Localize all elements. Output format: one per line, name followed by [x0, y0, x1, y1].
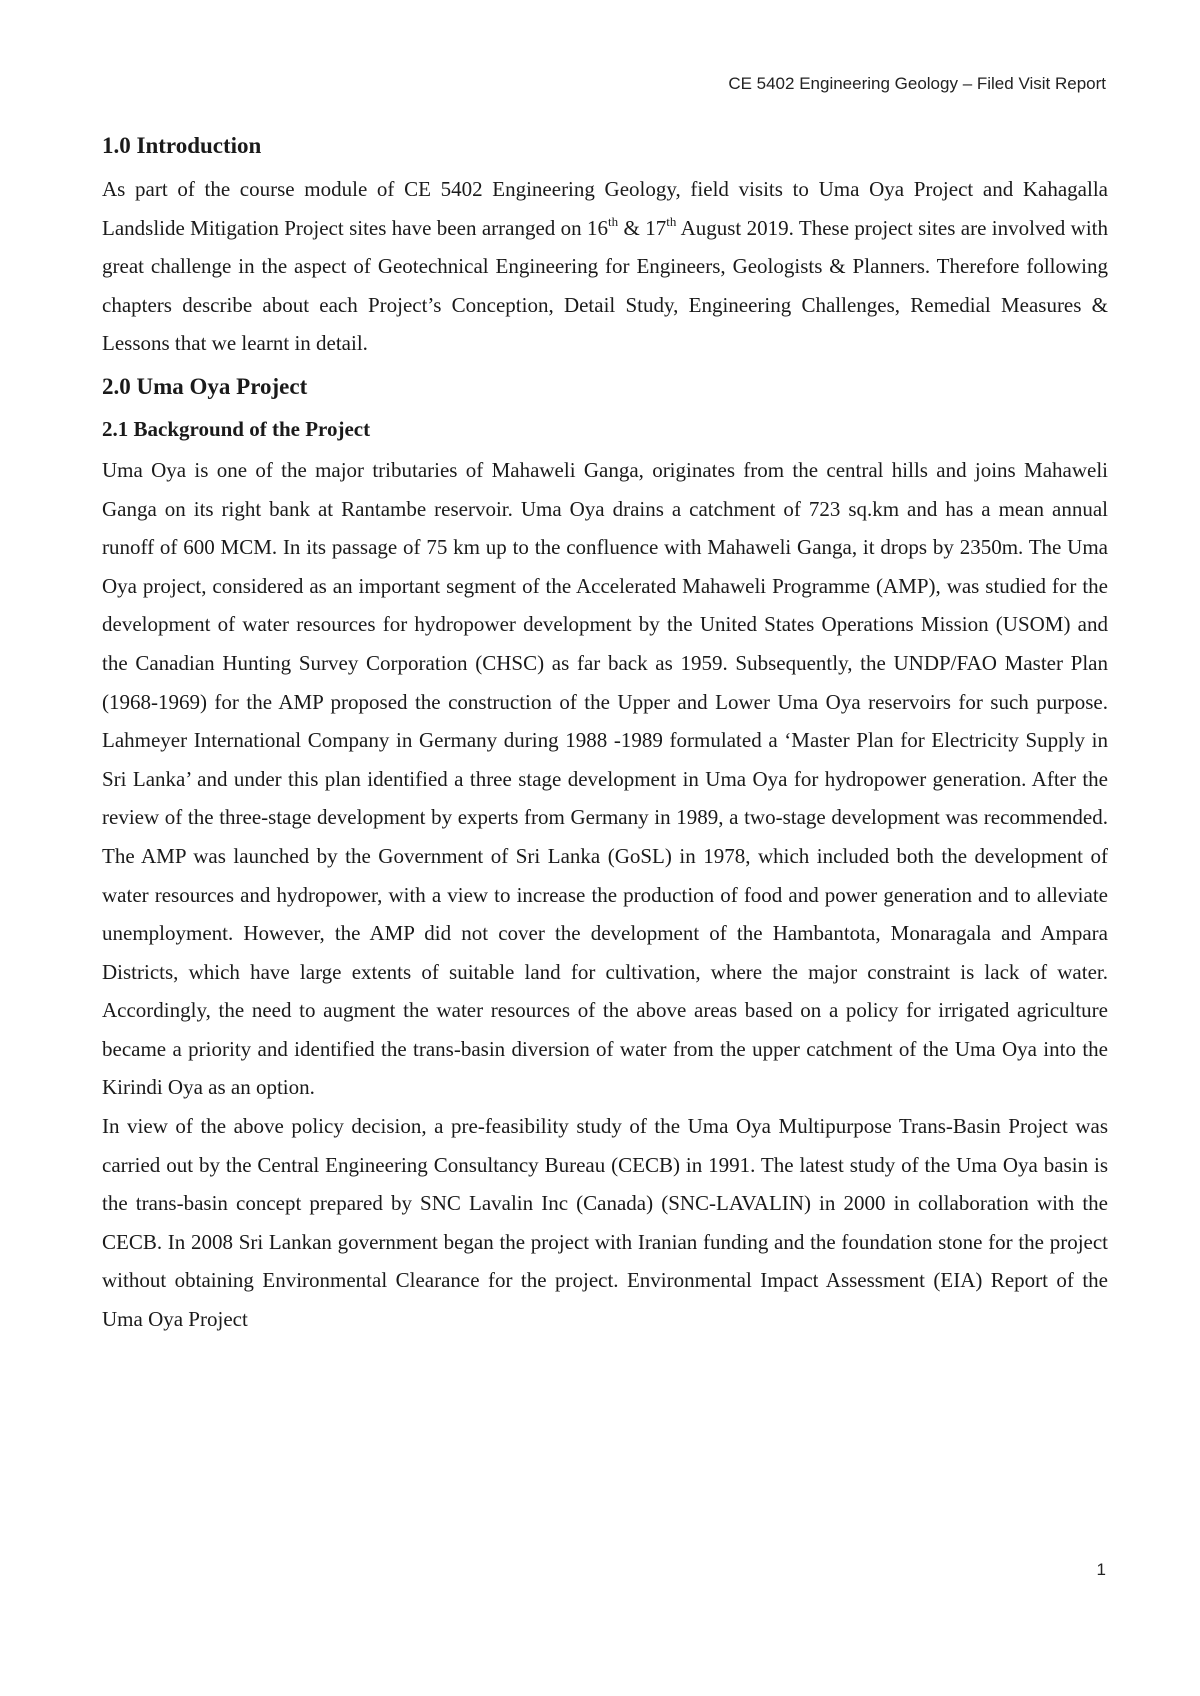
running-header: CE 5402 Engineering Geology – Filed Visit Report [728, 74, 1106, 93]
superscript-th-1: th [608, 213, 619, 229]
intro-text-part-1: As part of the course module of CE 5402 Engineering Geology, field visits to Uma Oya Project and Kahagalla Landslide Mitigation Project sites have been arranged on 16 [102, 177, 1108, 240]
page-body [102, 128, 1108, 1339]
paragraph-background-1: Uma Oya is one of the major tributaries of Mahaweli Ganga, originates from the central hills and joins Mahaweli Ganga on its right bank at Rantambe reservoir. Uma Oya drains a catchment of 723 sq.km and has a mean annual runoff of 600 MCM. In its passage of 75 km up to the confluence with Mahaweli Ganga, it drops by 2350m. The Uma Oya project, considered as an important segment of the Accelerated Mahaweli Programme (AMP), was studied for the development of water resources for hydropower development by the United States Operations Mission (USOM) and the Canadian Hunting Survey Corporation (CHSC) as far back as 1959. Subsequently, the UNDP/FAO Master Plan (1968-1969) for the AMP proposed the construction of the Upper and Lower Uma Oya reservoirs for such purpose. Lahmeyer International Company in Germany during 1988 -1989 formulated a ‘Master Plan for Electricity Supply in Sri Lanka’ and under this plan identified a three stage development in Uma Oya for hydropower generation. After the review of the three-stage development by experts from Germany in 1989, a two-stage development was recommended. The AMP was launched by the Government of Sri Lanka (GoSL) in 1978, which included both the development of water resources and hydropower, with a view to increase the production of food and power generation and to alleviate unemployment. However, the AMP did not cover the development of the Hambantota, Monaragala and Ampara Districts, which have large extents of suitable land for cultivation, where the major constraint is lack of water. Accordingly, the need to augment the water resources of the above areas based on a policy for irrigated agriculture became a priority and identified the trans-basin diversion of water from the upper catchment of the Uma Oya into the Kirindi Oya as an option. [102, 457, 1108, 1100]
heading-background: 2.1 Background of the Project [102, 416, 371, 441]
intro-text-part-2: & 17 [618, 215, 667, 240]
heading-introduction: 1.0 Introduction [102, 133, 262, 158]
heading-uma-oya-project: 2.0 Uma Oya Project [102, 373, 308, 399]
page-number: 1 [1096, 1560, 1106, 1579]
paragraph-introduction [102, 170, 1108, 363]
superscript-th-2: th [666, 213, 677, 229]
paragraph-background-2: In view of the above policy decision, a pre-feasibility study of the Uma Oya Multipurpose Trans-Basin Project was carried out by the Central Engineering Consultancy Bureau (CECB) in 1991. The latest study of the Uma Oya basin is the trans-basin concept prepared by SNC Lavalin Inc (Canada) (SNC-LAVALIN) in 2000 in collaboration with the CECB. In 2008 Sri Lankan government began the project with Iranian funding and the foundation stone for the project without obtaining Environmental Clearance for the project. Environmental Impact Assessment (EIA) Report of the Uma Oya Project [102, 1114, 1108, 1332]
intro-text-part-3: August 2019. These project sites are involved with great challenge in the aspect of Geotechnical Engineering for Engineers, Geologists & Planners. Therefore following chapters describe about each Project’s Conception, Detail Study, Engineering Challenges, Remedial Measures & Lessons that we learnt in detail. [102, 215, 1108, 356]
